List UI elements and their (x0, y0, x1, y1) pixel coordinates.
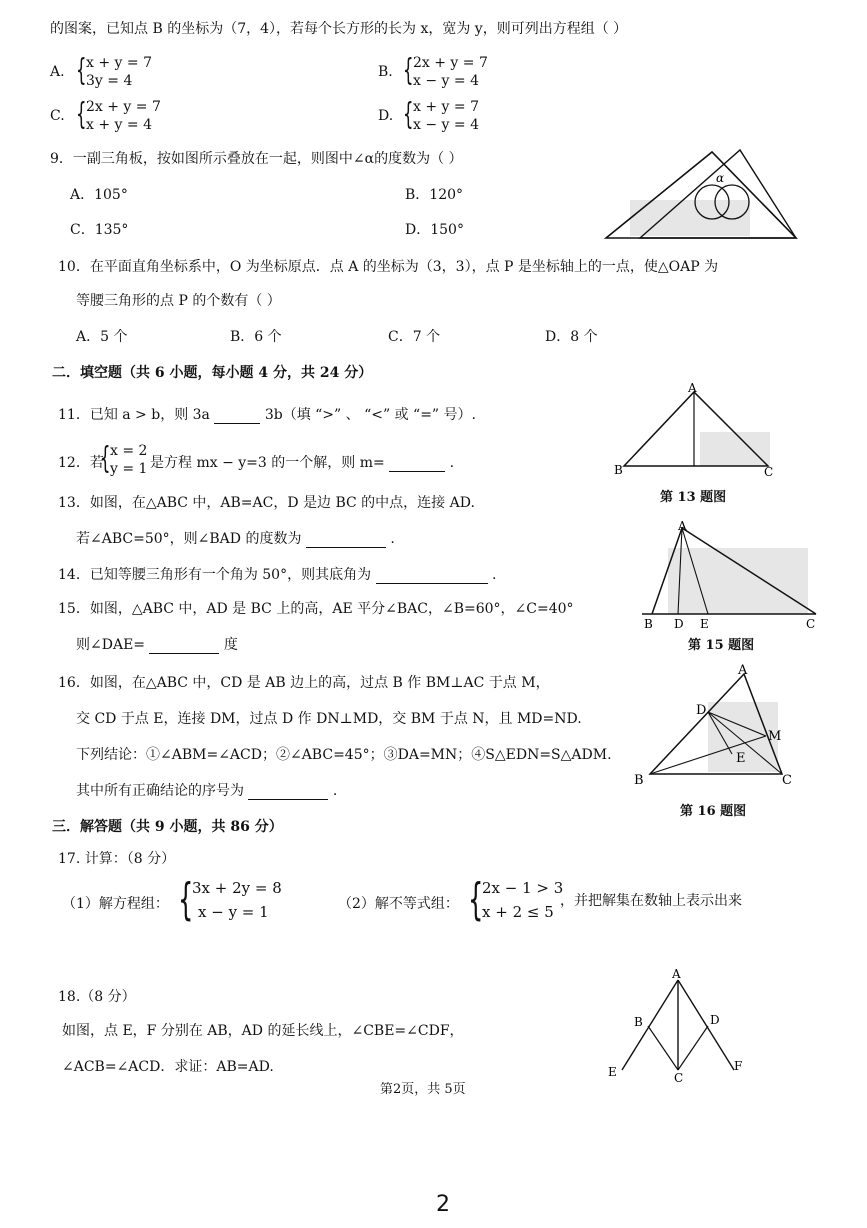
label-f: F (734, 1059, 743, 1073)
q14-answer-blank[interactable] (376, 569, 488, 584)
label-d: D (674, 617, 684, 630)
label-a: A (672, 967, 681, 981)
q15-line2: 则∠DAE= 度 (76, 637, 238, 653)
q18-line1: 如图，点 E，F 分别在 AB，AD 的延长线上，∠CBE=∠CDF， (62, 1023, 464, 1039)
q18-line2: ∠ACB=∠ACD．求证：AB=AD. (62, 1059, 274, 1075)
brace-icon: { (403, 53, 414, 88)
q15-caption: 第 15 题图 (688, 638, 755, 653)
q8-option-c-label: C. (50, 108, 65, 124)
label-e: E (700, 617, 709, 630)
q12-system: { x = 2 y = 1 (100, 441, 148, 477)
q9-option-d[interactable]: D．150° (405, 222, 464, 238)
brace-icon: { (403, 97, 414, 132)
label-e: E (608, 1065, 617, 1079)
label-c: C (764, 465, 774, 478)
q8-stem: 的图案，已知点 B 的坐标为（7，4），若每个长方形的长为 x，宽为 y，则可列出方程组（ ） (50, 21, 628, 37)
brace-icon: { (468, 874, 484, 925)
line-bc (648, 1026, 678, 1070)
label-d: D (696, 703, 707, 718)
q17-part1-system: { 3x + 2y = 8 x − y = 1 (178, 874, 282, 925)
q16-line1: 16．如图，在△ABC 中，CD 是 AB 边上的高，过点 B 作 BM⊥AC 于点 M， (58, 675, 550, 691)
label-d: D (710, 1013, 720, 1027)
line-dc (678, 1026, 708, 1070)
figure-shading (700, 432, 770, 466)
label-c: C (782, 773, 792, 788)
q13-line1: 13．如图，在△ABC 中，AB=AC，D 是边 BC 的中点，连接 AD. (58, 495, 475, 511)
q10-option-b[interactable]: B．6 个 (230, 329, 282, 345)
q8-option-b-label: B. (378, 64, 393, 80)
q9-option-c[interactable]: C．135° (70, 222, 129, 238)
q16-line4: 其中所有正确结论的序号为 . (76, 783, 338, 799)
brace-icon: { (76, 53, 87, 88)
line-af (678, 980, 734, 1070)
q17-title: 17. 计算：（8 分） (58, 851, 176, 867)
q17-part2-system: { 2x − 1 > 3 x + 2 ≤ 5 (468, 874, 564, 925)
label-b: B (614, 463, 623, 477)
q10-stem-line1: 10．在平面直角坐标系中，O 为坐标原点．点 A 的坐标为（3，3），点 P 是坐标轴上的一点，使△OAP 为 (58, 259, 719, 275)
q9-option-b[interactable]: B．120° (405, 187, 464, 203)
q17-part2-label: （2）解不等式组： (338, 896, 459, 912)
q10-option-a[interactable]: A．5 个 (76, 329, 128, 345)
q10-option-c[interactable]: C．7 个 (388, 329, 441, 345)
q17-part1-label: （1）解方程组： (62, 896, 169, 912)
q8-option-d-label: D. (378, 108, 394, 124)
page-footer: 第2页，共 5页 (380, 1082, 466, 1097)
figure-shading (668, 548, 808, 614)
q8-option-b-system[interactable]: { 2x + y = 7 x − y = 4 (403, 53, 488, 89)
q9-option-a[interactable]: A．105° (70, 187, 128, 203)
q10-option-d[interactable]: D．8 个 (545, 329, 598, 345)
label-a: A (678, 519, 687, 533)
q11-answer-blank[interactable] (214, 409, 260, 424)
label-b: B (644, 617, 653, 630)
q9-triangle-set-figure (600, 140, 800, 244)
q17-part2-suffix: ，并把解集在数轴上表示出来 (560, 893, 742, 909)
brace-icon: { (178, 874, 194, 925)
q8-option-c-system[interactable]: { 2x + y = 7 x + y = 4 (76, 97, 161, 133)
label-b: B (634, 1015, 643, 1029)
q13-answer-blank[interactable] (306, 533, 386, 548)
q16-line3: 下列结论：①∠ABM=∠ACD；②∠ABC=45°；③DA=MN；④S△EDN=S△ADM. (76, 747, 612, 763)
alpha-label: α (716, 171, 725, 185)
q15-answer-blank[interactable] (149, 639, 219, 654)
q15-triangle-figure (638, 518, 820, 630)
q18-kite-figure (600, 966, 760, 1086)
page-number: 2 (436, 1192, 450, 1217)
q16-caption: 第 16 题图 (680, 804, 747, 819)
q15-line1: 15．如图，△ABC 中，AD 是 BC 上的高，AE 平分∠BAC，∠B=60°，∠C=40° (58, 601, 574, 617)
label-m: M (768, 729, 782, 744)
q12-text: 是方程 mx − y=3 的一个解，则 m= . (150, 455, 455, 471)
label-e: E (736, 751, 746, 766)
q12-answer-blank[interactable] (389, 457, 445, 472)
q11-text: 11．已知 a > b，则 3a 3b（填 “>” 、 “<” 或 “=” 号）. (58, 407, 476, 423)
q18-title: 18.（8 分） (58, 989, 136, 1005)
brace-icon: { (100, 441, 111, 476)
q13-caption: 第 13 题图 (660, 490, 727, 505)
q14-text: 14．已知等腰三角形有一个角为 50°，则其底角为 . (58, 567, 497, 583)
q13-triangle-figure (612, 382, 792, 478)
brace-icon: { (76, 97, 87, 132)
label-a: A (688, 382, 697, 395)
q16-line2: 交 CD 于点 E，连接 DM，过点 D 作 DN⊥MD，交 BM 于点 N，且 MD=ND. (76, 711, 582, 727)
label-a: A (738, 663, 748, 678)
q8-option-a-system[interactable]: { x + y = 7 3y = 4 (76, 53, 152, 89)
q9-stem: 9．一副三角板，按如图所示叠放在一起，则图中∠α的度数为（ ） (50, 151, 463, 167)
q16-answer-blank[interactable] (248, 785, 328, 800)
q12-prefix: 12．若 (58, 455, 104, 471)
q16-triangle-figure (628, 662, 800, 792)
q13-line2: 若∠ABC=50°，则∠BAD 的度数为 . (76, 531, 395, 547)
section-3-heading: 三．解答题（共 9 小题，共 86 分） (52, 819, 283, 835)
q10-stem-line2: 等腰三角形的点 P 的个数有（ ） (76, 293, 281, 309)
q8-option-d-system[interactable]: { x + y = 7 x − y = 4 (403, 97, 479, 133)
label-b: B (634, 773, 644, 788)
q8-option-a-label: A. (50, 64, 65, 80)
line-ae (622, 980, 678, 1070)
label-c: C (806, 617, 816, 630)
section-2-heading: 二．填空题（共 6 小题，每小题 4 分，共 24 分） (52, 365, 373, 381)
label-c: C (674, 1071, 684, 1085)
